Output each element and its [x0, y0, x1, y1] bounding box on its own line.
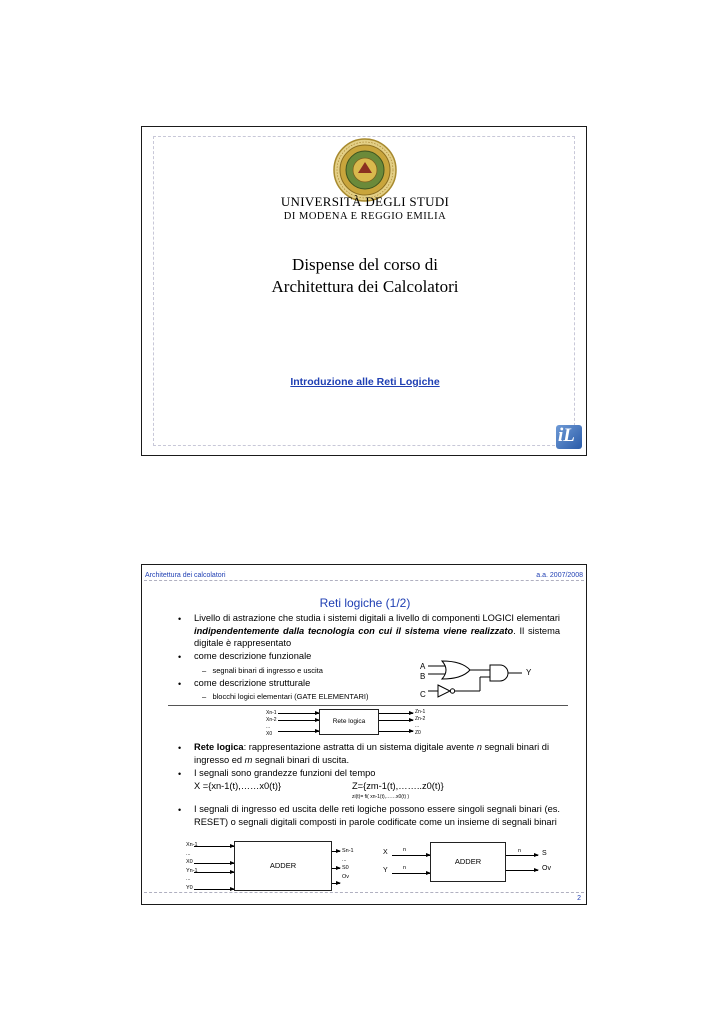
bullet-time: I segnali sono grandezze funzioni del tempo: [194, 768, 376, 778]
bus-width-x: n: [403, 847, 407, 853]
university-name: UNIVERSITÀ DEGLI STUDI: [280, 194, 450, 209]
adder2-output-s: S: [542, 850, 547, 857]
logic-gates-diagram: [428, 659, 524, 701]
bus-width-s: n: [518, 848, 522, 854]
formula-zi: zi(t)= fi( xn-1(t),……x0(t) ): [352, 794, 410, 800]
il-logo: iL: [554, 421, 584, 451]
content-slide: Architettura dei calcolatori a.a. 2007/2008 Reti logiche (1/2) • Livello di astrazione che studia i sistemi digitali a livello di componenti LOGICI elementari indipendentemente dalla tecnologia con cui il sistema viene realizzato. Il sistema digitale è rappresentato • come descrizione funzionale – segnali binari di ingresso e uscita • come descrizione strutturale – blocchi logici elementari (GATE ELEMENTARI) A B C Y Xn-1 Xn-2 ... X0 Rete logica Zn-1 Zn-2 ... Z0 • Rete logica: rappresentazione astratta di un sistema digitale avente n segnali binari di ingresso ed m segnali binari di uscita. • I segnali sono grandezze funzioni del tempo X ={xn-1(t),……x0(t)} Z={zm-1(t),……..z0(t)} zi(t)= fi( xn-1(t),……x0(t) ) • I segnali di ingresso ed uscita delle reti logiche possono essere singoli segnali binari (es. RESET) o segnali digitali composti in parole codificate come un insieme di segnali binari Xn-1 ... X0 Yn-1 ... Y0 ADDER Sn-1 ... S0 Ov X Y n n ADDER n S Ov 2: [141, 564, 587, 905]
bus-width-y: n: [403, 865, 407, 871]
adder1-box: ADDER: [234, 841, 332, 891]
section-divider: [168, 705, 568, 706]
bullet-abstraction: Livello di astrazione che studia i sistemi digitali a livello di componenti LOGICI elementari indipendentemente dalla tecnologia con cui il sistema viene realizzato. Il sistema digitale è rappresentato: [194, 613, 560, 649]
bullet-functional: come descrizione funzionale: [194, 651, 312, 661]
adder2-box: ADDER: [430, 842, 506, 882]
adder2-input-y: Y: [383, 867, 388, 874]
gate-input-c: C: [420, 690, 426, 699]
adder1-inputs: Xn-1 ... X0 Yn-1 ... Y0: [186, 842, 198, 891]
bullet-rete-logica: Rete logica: rappresentazione astratta di un sistema digitale avente n segnali binari di ingresso ed m segnali binari di uscita.: [194, 742, 550, 765]
sub-bullet-signals: – segnali binari di ingresso e uscita: [202, 666, 323, 675]
slide-title: Reti logiche (1/2): [319, 596, 411, 610]
gate-output-y: Y: [526, 668, 532, 677]
title-line-2: Architettura dei Calcolatori: [271, 277, 459, 296]
rete-logica-box: Rete logica: [319, 709, 379, 735]
page-number: 2: [577, 895, 581, 902]
rete-inputs: Xn-1 Xn-2 ... X0: [266, 710, 277, 737]
sub-bullet-gates: – blocchi logici elementari (GATE ELEMENTARI): [202, 692, 369, 701]
university-subname: DI MODENA E REGGIO EMILIA: [283, 211, 447, 222]
adder1-outputs: Sn-1 ... S0 Ov: [342, 848, 354, 880]
title-line-1: Dispense del corso di: [292, 255, 438, 274]
footer-rule: [144, 892, 584, 893]
formula-z: Z={zm-1(t),……..z0(t)}: [352, 781, 444, 791]
formula-x: X ={xn-1(t),……x0(t)}: [194, 781, 282, 791]
header-year: a.a. 2007/2008: [536, 572, 583, 579]
adder2-output-ov: Ov: [542, 865, 551, 872]
bullet-structural: come descrizione strutturale: [194, 678, 311, 688]
gate-input-b: B: [420, 672, 426, 681]
adder2-input-x: X: [383, 849, 388, 856]
bullet-signals-words: I segnali di ingresso ed uscita delle reti logiche possono essere singoli segnali binari (es. RESET) o segnali digitali composti in parole codificate come un insieme di segnali binari: [194, 804, 560, 827]
header-rule: [144, 580, 584, 581]
header-course: Architettura dei calcolatori: [145, 572, 226, 579]
title-slide: [141, 126, 587, 456]
rete-outputs: Zn-1 Zn-2 ... Z0: [415, 709, 426, 736]
gate-input-a: A: [420, 662, 426, 671]
slide-subtitle: Introduzione alle Reti Logiche: [290, 376, 440, 388]
